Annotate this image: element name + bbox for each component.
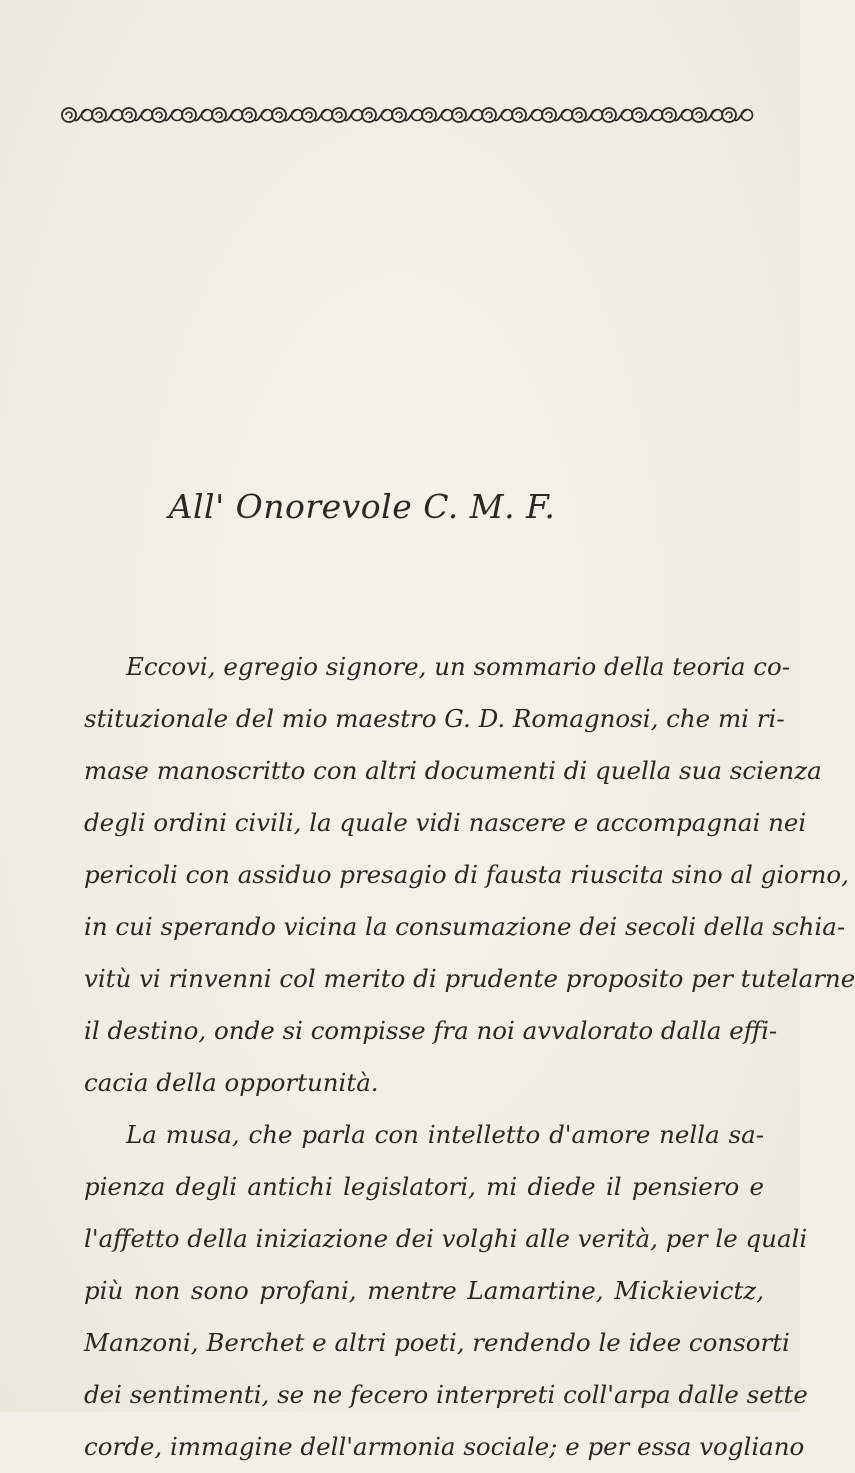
text-line: pericoli con assiduo presagio di fausta riuscita sino al giorno,: [84, 860, 849, 889]
dedication-heading: All' Onorevole C. M. F.: [168, 487, 556, 526]
text-line: Manzoni, Berchet e altri poeti, rendendo le idee consorti: [84, 1328, 790, 1357]
text-line: corde, immagine dell'armonia sociale; e per essa vogliano: [84, 1432, 805, 1461]
text-line: più non sono profani, mentre Lamartine, Mickievictz,: [84, 1276, 764, 1305]
text-line: l'affetto della iniziazione dei volghi alle verità, per le quali: [84, 1224, 808, 1253]
text-line: Eccovi, egregio signore, un sommario della teoria co-: [126, 652, 791, 681]
letter-body: [84, 641, 855, 1473]
text-line: dei sentimenti, se ne fecero interpreti coll'arpa dalle sette: [84, 1380, 808, 1409]
text-line: pienza degli antichi legislatori, mi diede il pensiero e: [84, 1172, 764, 1201]
text-line: il destino, onde si compisse fra noi avvalorato dalla effi-: [84, 1016, 778, 1045]
text-line: cacia della opportunità.: [84, 1068, 379, 1097]
text-line: degli ordini civili, la quale vidi nascere e accompagnai nei: [84, 808, 807, 837]
ornamental-border: [60, 103, 752, 127]
text-line: mase manoscritto con altri documenti di quella sua scienza: [84, 756, 822, 785]
text-line: in cui sperando vicina la consumazione dei secoli della schia-: [84, 912, 846, 941]
text-line: La musa, che parla con intelletto d'amore nella sa-: [126, 1120, 764, 1149]
text-line: stituzionale del mio maestro G. D. Romagnosi, che mi ri-: [84, 704, 785, 733]
text-line: vitù vi rinvenni col merito di prudente proposito per tutelarne: [84, 964, 855, 993]
ornament-scroll-icon: [60, 103, 752, 127]
